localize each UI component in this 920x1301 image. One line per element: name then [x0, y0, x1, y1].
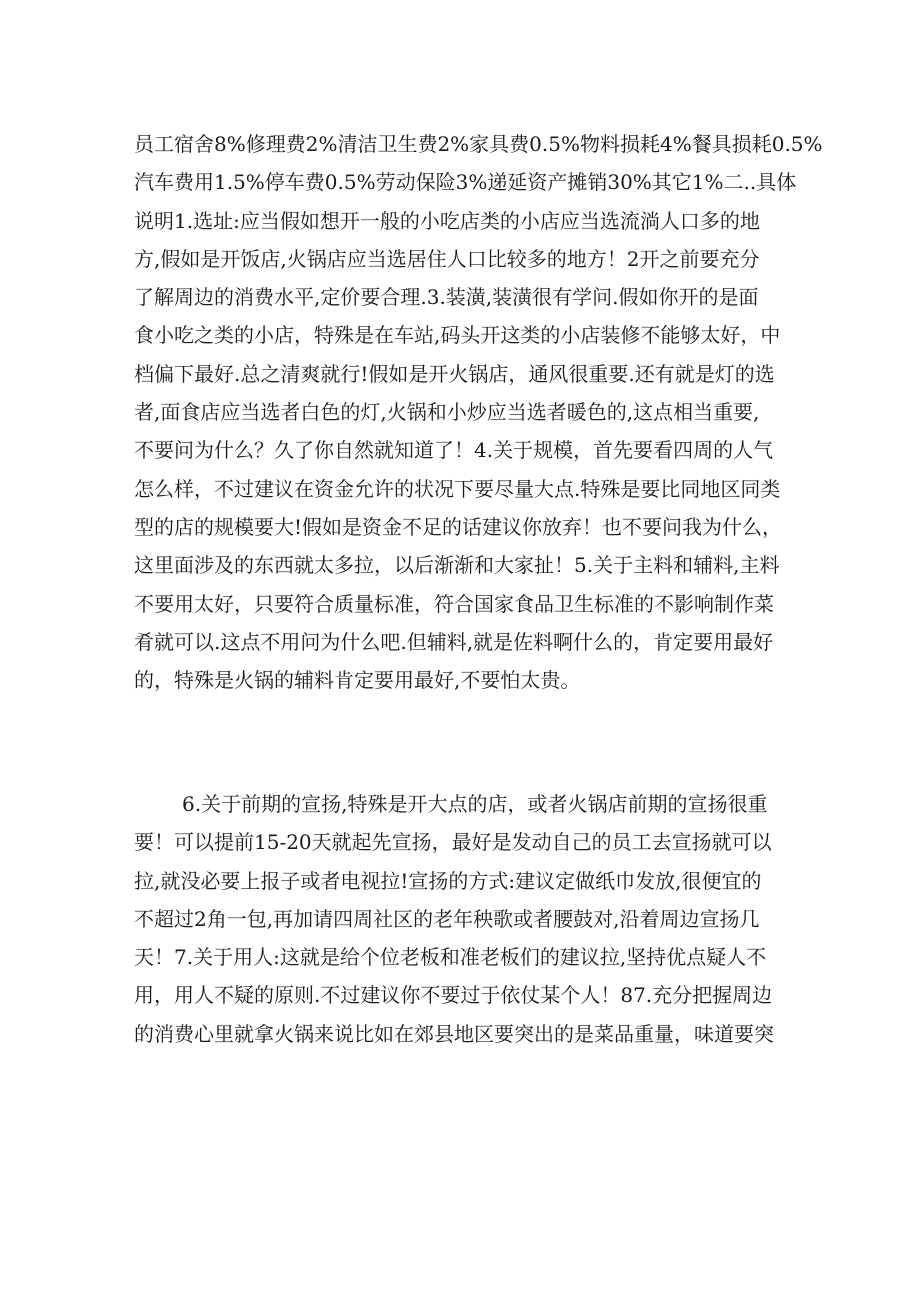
text-line: 了解周边的消费水平,定价要合理.3.装潢,装潢很有学问.假如你开的是面	[134, 285, 759, 310]
text-line: 这里面涉及的东西就太多拉，以后渐渐和大家扯！5.关于主料和辅料,主料	[134, 553, 780, 578]
text-line: 者,面食店应当选者白色的灯,火锅和小炒应当选者暖色的,这点相当重要,	[134, 400, 760, 425]
text-line: 天！7.关于用人:这就是给个位老板和准老板们的建议拉,坚持优点疑人不	[134, 945, 767, 970]
text-line: 肴就可以.这点不用问为什么吧.但辅料,就是佐料啊什么的，肯定要用最好	[134, 629, 774, 654]
text-line: 员工宿舍8%修理费2%清洁卫生费2%家具费0.5%物料损耗4%餐具损耗0.5%	[134, 132, 823, 156]
text-line: 说明1.选址:应当假如想开一般的小吃店类的小店应当选流淌人口多的地	[134, 208, 760, 233]
text-line: 怎么样，不过建议在资金允许的状况下要尽量大点.特殊是要比同地区同类	[134, 476, 781, 501]
text-line: 用，用人不疑的原则.不过建议你不要过于依仗某个人！87.充分把握周边	[134, 983, 773, 1008]
text-line: 型的店的规模要大!假如是资金不足的话建议你放弃！也不要问我为什么，	[134, 514, 783, 539]
text-line: 食小吃之类的小店，特殊是在车站,码头开这类的小店装修不能够太好，中	[134, 323, 781, 348]
text-line: 要！可以提前15-20天就起先宣扬，最好是发动自己的员工去宣扬就可以	[134, 830, 772, 855]
text-line: 的消费心里就拿火锅来说比如在郊县地区要突出的是菜品重量，味道要突	[134, 1021, 774, 1046]
text-line: 不要问为什么？久了你自然就知道了！4.关于规模，首先要看四周的人气	[134, 438, 774, 463]
text-line: 的，特殊是火锅的辅料肯定要用最好,不要怕太贵。	[134, 668, 581, 693]
text-line: 方,假如是开饭店,火锅店应当选居住人口比较多的地方！2开之前要充分	[134, 246, 760, 271]
text-line: 汽车费用1.5%停车费0.5%劳动保险3%递延资产摊销30%其它1%二..具体	[134, 170, 797, 195]
text-line: 不超过2角一包,再加请四周社区的老年秧歌或者腰鼓对,沿着周边宣扬几	[134, 906, 760, 931]
text-line: 拉,就没必要上报子或者电视拉!宣扬的方式:建议定做纸巾发放,很便宜的	[134, 868, 762, 893]
text-line: 6.关于前期的宣扬,特殊是开大点的店，或者火锅店前期的宣扬很重	[182, 792, 768, 816]
text-line: 不要用太好，只要符合质量标准，符合国家食品卫生标准的不影响制作菜	[134, 591, 774, 616]
paragraph-1	[134, 125, 823, 699]
text-line: 档偏下最好.总之清爽就行!假如是开火锅店，通风很重要.还有就是灯的选	[134, 361, 775, 386]
paragraph-2	[134, 785, 794, 1053]
